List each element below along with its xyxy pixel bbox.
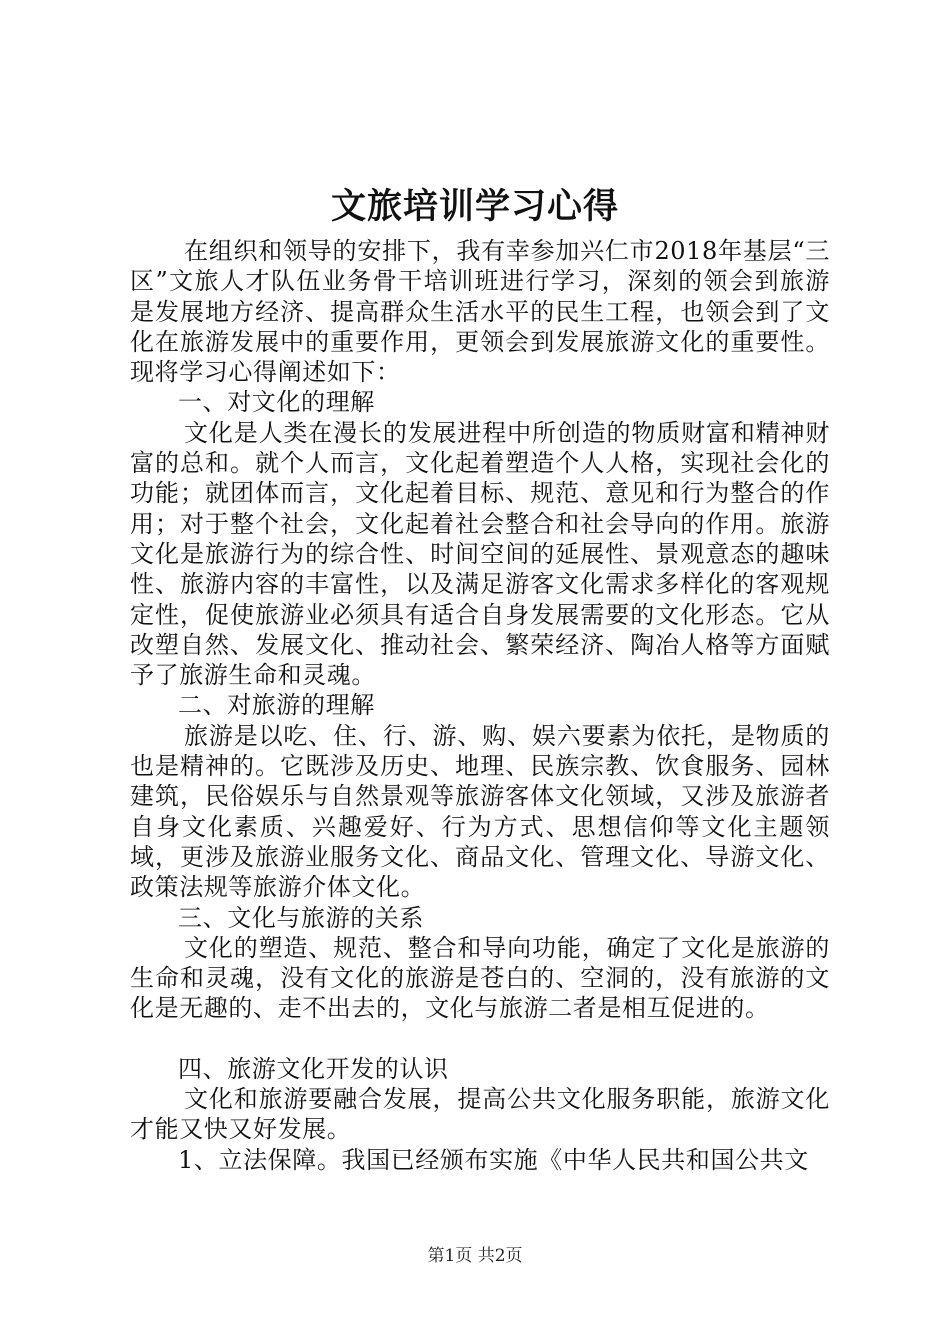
intro-paragraph: 在组织和领导的安排下，我有幸参加兴仁市2018年基层“三区”文旅人才队伍业务骨干培训班进行学习，深刻的领会到旅游是发展地方经济、提高群众生活水平的民生工程，也领会到了文化在旅游发展中的重要作用，更领会到发展旅游文化的重要性。现将学习心得阐述如下：	[130, 237, 830, 387]
section-4-heading: 四、旅游文化开发的认识	[178, 1054, 449, 1083]
section-3-paragraph: 文化的塑造、规范、整合和导向功能，确定了文化是旅游的生命和灵魂，没有文化的旅游是苍白的、空洞的，没有旅游的文化是无趣的、走不出去的，文化与旅游二者是相互促进的。	[130, 933, 830, 1023]
section-2-heading: 二、对旅游的理解	[178, 691, 375, 720]
section-1-paragraph: 文化是人类在漫长的发展进程中所创造的物质财富和精神财富的总和。就个人而言，文化起着塑造个人人格，实现社会化的功能；就团体而言，文化起着目标、规范、意见和行为整合的作用；对于整个社会，文化起着社会整合和社会导向的作用。旅游文化是旅游行为的综合性、时间空间的延展性、景观意态的趣味性、旅游内容的丰富性，以及满足游客文化需求多样化的客观规定性，促使旅游业必须具有适合自身发展需要的文化形态。它从改塑自然、发展文化、推动社会、繁荣经济、陶冶人格等方面赋予了旅游生命和灵魂。	[130, 418, 830, 690]
section-4-paragraph: 文化和旅游要融合发展，提高公共文化服务职能，旅游文化才能又快又好发展。	[130, 1085, 830, 1144]
blank-line	[130, 1024, 830, 1054]
section-3-heading: 三、文化与旅游的关系	[178, 903, 424, 932]
section-1-heading: 一、对文化的理解	[178, 388, 375, 417]
section-4-item-1: 1、立法保障。我国已经颁布实施《中华人民共和国公共文	[178, 1145, 809, 1174]
document-title: 文旅培训学习心得	[330, 186, 619, 227]
page-number: 第1页 共2页	[427, 1246, 523, 1266]
section-2-paragraph: 旅游是以吃、住、行、游、购、娱六要素为依托，是物质的也是精神的。它既涉及历史、地理、民族宗教、饮食服务、园林建筑，民俗娱乐与自然景观等旅游客体文化领域，又涉及旅游者自身文化素质、兴趣爱好、行为方式、思想信仰等文化主题领域，更涉及旅游业服务文化、商品文化、管理文化、导游文化、政策法规等旅游介体文化。	[130, 721, 830, 902]
document-body	[130, 236, 830, 1175]
